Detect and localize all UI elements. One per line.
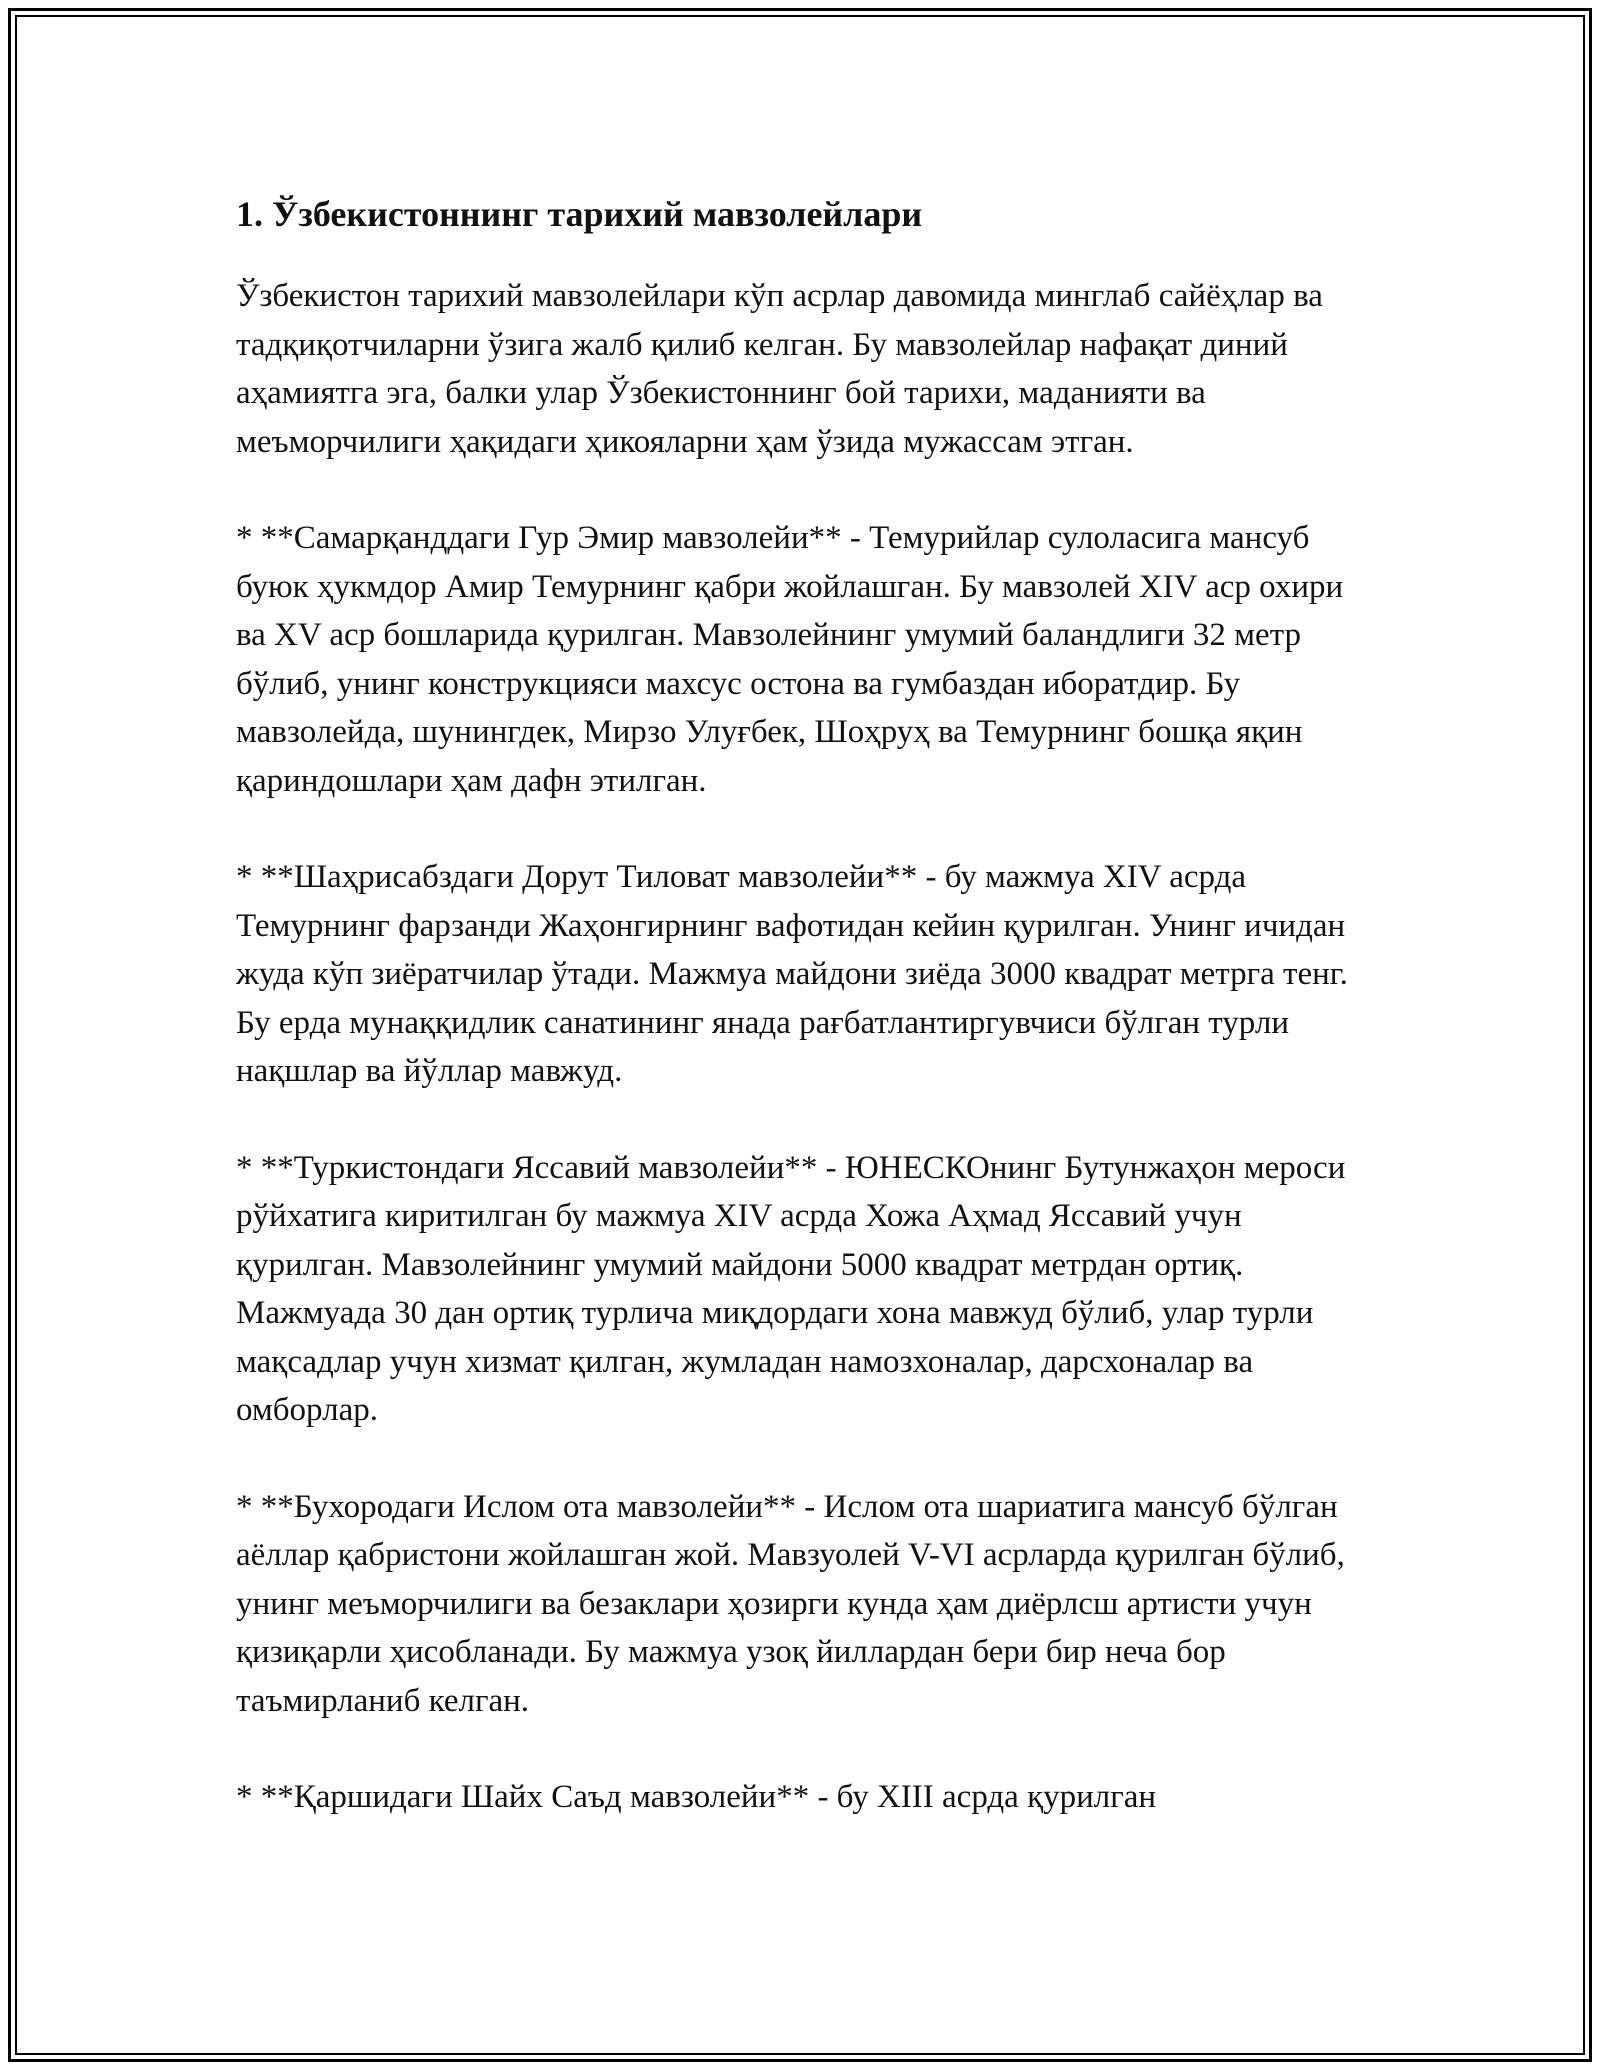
document-body [236, 186, 1376, 1870]
list-item-dorut-tilovat: * **Шаҳрисабздаги Дорут Тиловат мавзолейи** - бу мажмуа XIV асрда Темурнинг фарзанди Жаҳонгирнинг вафотидан кейин қурилган. Унинг ичидан жуда кўп зиёратчилар ўтади. Мажмуа майдони зиёда 3000 квадрат метрга тенг. Бу ерда мунаққидлик санатининг янада рағбатлантиргувчиси бўлган турли нақшлар ва йўллар мавжуд. [236, 859, 1348, 1089]
list-item-gur-emir: * **Самарқанддаги Гур Эмир мавзолейи** - Темурийлар сулоласига мансуб буюк ҳукмдор Амир Темурнинг қабри жойлашган. Бу мавзолей XIV аср охири ва XV аср бошларида қурилган. Мавзолейнинг умумий баландлиги 32 метр бўлиб, унинг конструкцияси махсус остона ва гумбаздан иборатдир. Бу мавзолейда, шунингдек, Мирзо Улуғбек, Шоҳруҳ ва Темурнинг бошқа яқин қариндошлари ҳам дафн этилган. [236, 520, 1344, 799]
list-item-islom-ota: * **Бухородаги Ислом ота мавзолейи** - Ислом ота шариатига мансуб бўлган аёллар қабристони жойлашган жой. Мавзуолей V-VI асрларда қурилган бўлиб, унинг меъморчилиги ва безаклари ҳозирги кунда ҳам диёрлсш артисти учун қизиқарли ҳисобланади. Бу мажмуа узоқ йиллардан бери бир неча бор таъмирланиб келган. [236, 1488, 1345, 1719]
list-item-shayx-sad: * **Қаршидаги Шайх Саъд мавзолейи** - бу XIII асрда қурилган [236, 1779, 1157, 1815]
intro-paragraph: Ўзбекистон тарихий мавзолейлари кўп асрлар давомида минглаб сайёҳлар ва тадқиқотчиларни ўзига жалб қилиб келган. Бу мавзолейлар нафақат диний аҳамиятга эга, балки улар Ўзбекистоннинг бой тарихи, маданияти ва меъморчилиги ҳақидаги ҳикояларни ҳам ўзида мужассам этган. [236, 278, 1323, 460]
section-heading: 1. Ўзбекистоннинг тарихий мавзолейлари [236, 194, 923, 234]
list-item-yassaviy: * **Туркистондаги Яссавий мавзолейи** - ЮНЕСКОнинг Бутунжаҳон мероси рўйхатига киритилган бу мажмуа XIV асрда Хожа Аҳмад Яссавий учун қурилган. Мавзолейнинг умумий майдони 5000 квадрат метрдан ортиқ. Мажмуада 30 дан ортиқ турлича миқдордаги хона мавжуд бўлиб, улар турли мақсадлар учун хизмат қилган, жумладан намозхоналар, дарсхоналар ва омборлар. [236, 1149, 1346, 1428]
